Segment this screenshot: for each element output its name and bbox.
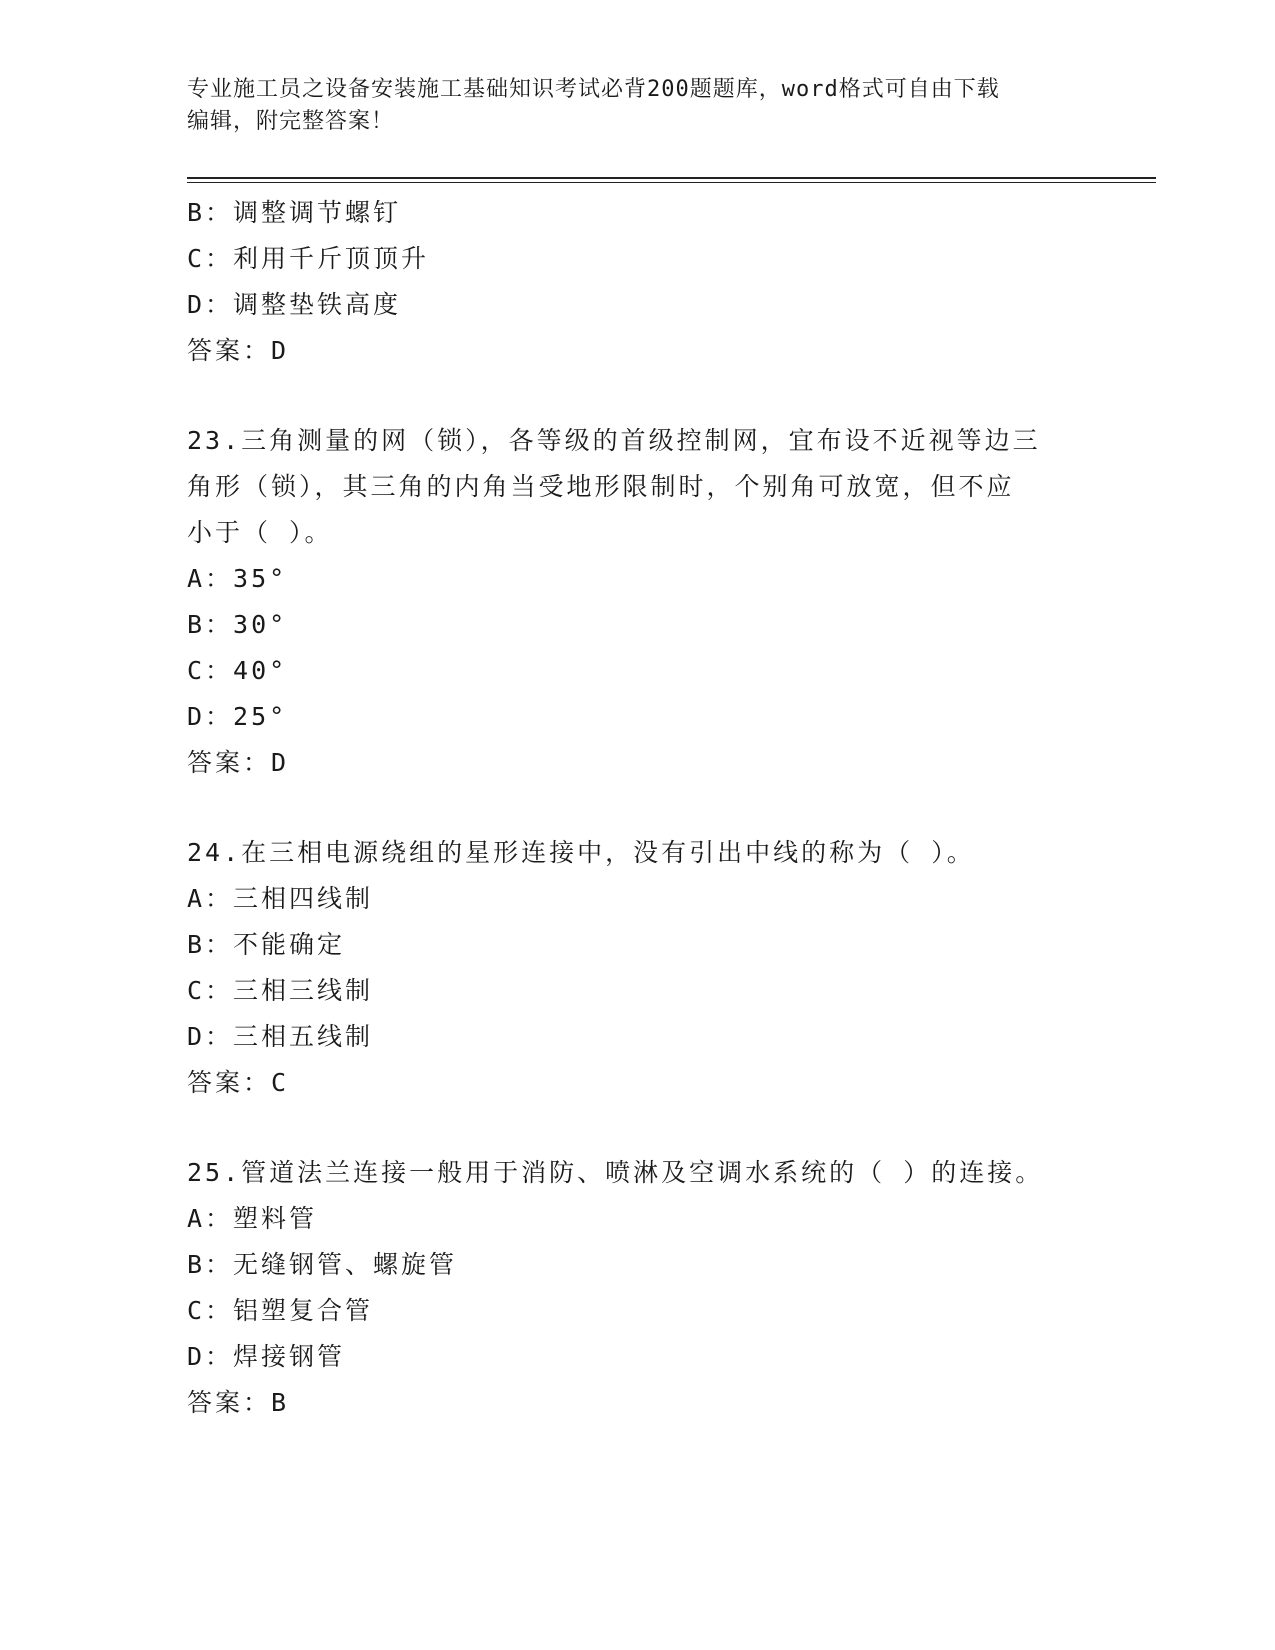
question-list	[187, 190, 1087, 1426]
answer-line: 答案：C	[187, 1068, 290, 1097]
question-23	[187, 418, 1087, 786]
option-d: D：三相五线制	[187, 1022, 374, 1051]
question-24	[187, 830, 1087, 1106]
question-stem-line: 小于（ ）。	[187, 518, 333, 547]
header-title-line-1: 专业施工员之设备安装施工基础知识考试必背200题题库，word格式可自由下载	[187, 77, 1000, 102]
option-b: B：无缝钢管、螺旋管	[187, 1250, 458, 1279]
question-stem-line: 24.在三相电源绕组的星形连接中，没有引出中线的称为（ ）。	[187, 838, 975, 867]
question-stem-line: 23.三角测量的网（锁），各等级的首级控制网，宜布设不近视等边三	[187, 426, 1041, 455]
option-c: C：三相三线制	[187, 976, 374, 1005]
option-c: C：利用千斤顶顶升	[187, 244, 430, 273]
option-b: B：调整调节螺钉	[187, 198, 402, 227]
answer-line: 答案：B	[187, 1388, 290, 1417]
option-c: C：铝塑复合管	[187, 1296, 374, 1325]
option-b: B：不能确定	[187, 930, 346, 959]
question-22	[187, 190, 1087, 374]
answer-line: 答案：D	[187, 748, 290, 777]
option-a: A：三相四线制	[187, 884, 374, 913]
document-header	[187, 74, 1087, 138]
question-stem-line: 25.管道法兰连接一般用于消防、喷淋及空调水系统的（ ）的连接。	[187, 1158, 1044, 1187]
option-d: D：焊接钢管	[187, 1342, 346, 1371]
header-divider-thin	[187, 182, 1156, 183]
question-gap	[187, 374, 1087, 418]
option-d: D：25°	[187, 702, 288, 731]
question-gap	[187, 1106, 1087, 1150]
question-25	[187, 1150, 1087, 1426]
option-d: D：调整垫铁高度	[187, 290, 402, 319]
header-divider-thick	[187, 177, 1156, 179]
question-gap	[187, 786, 1087, 830]
header-title-line-2: 编辑，附完整答案！	[187, 109, 395, 134]
question-stem-line: 角形（锁），其三角的内角当受地形限制时，个别角可放宽，但不应	[187, 472, 1015, 501]
answer-line: 答案：D	[187, 336, 290, 365]
option-b: B：30°	[187, 610, 288, 639]
option-c: C：40°	[187, 656, 288, 685]
option-a: A：塑料管	[187, 1204, 318, 1233]
option-a: A：35°	[187, 564, 288, 593]
